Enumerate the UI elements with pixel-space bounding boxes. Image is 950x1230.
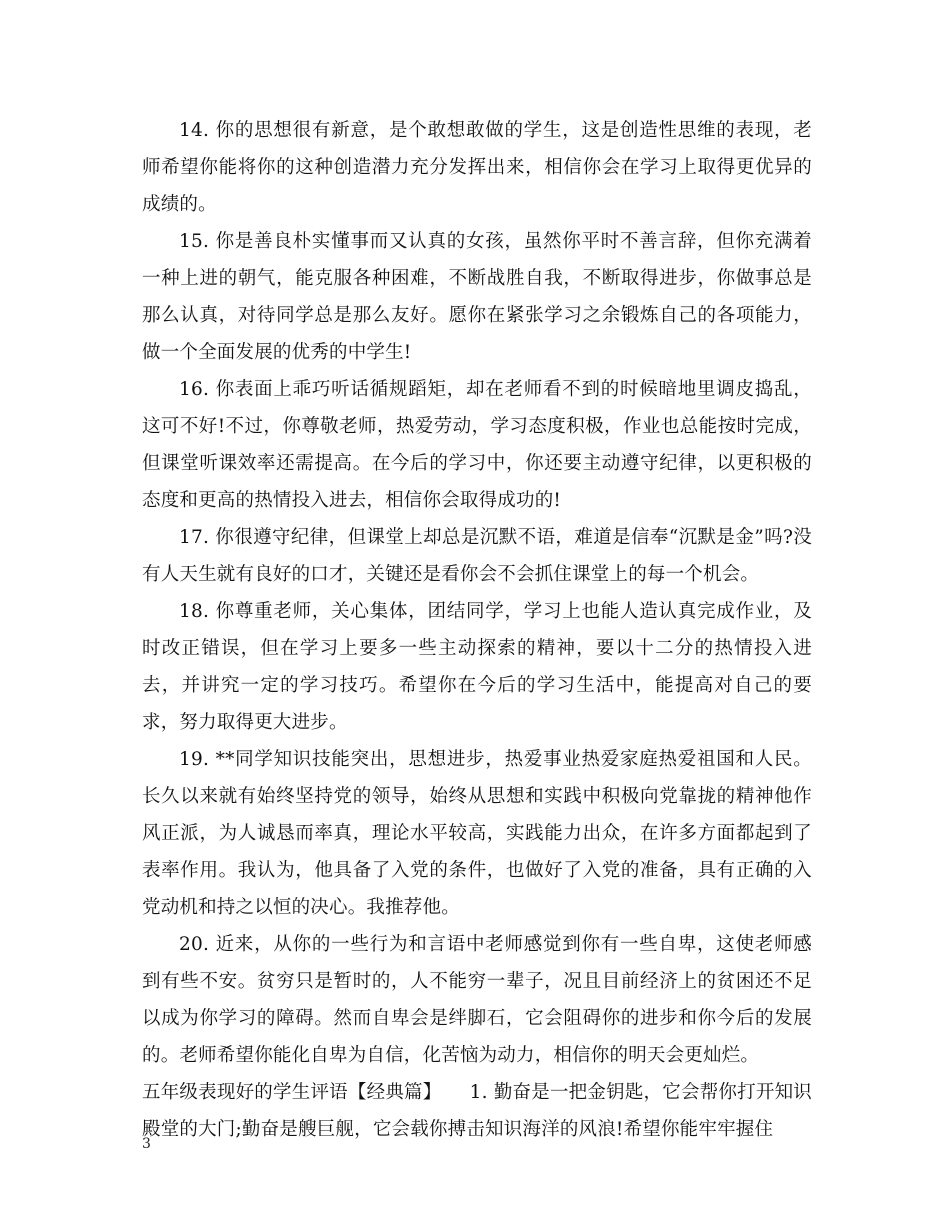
- comment-paragraph-19: 19. **同学知识技能突出，思想进步，热爱事业热爱家庭热爱祖国和人民。长久以来就有始终坚持党的领导，始终从思想和实践中积极向党靠拢的精神他作风正派，为人诚恳而率真，理论水平较高，实践能力出众，在许多方面都起到了表率作用。我认为，他具备了入党的条件，也做好了入党的准备，具有正确的入党动机和持之以恒的决心。我推荐他。: [142, 749, 812, 918]
- comment-paragraph-20: 20. 近来，从你的一些行为和言语中老师感觉到你有一些自卑，这使老师感到有些不安。贫穷只是暂时的，人不能穷一辈子，况且目前经济上的贫困还不足以成为你学习的障碍。然而自卑会是绊脚石，它会阻碍你的进步和你今后的发展的。老师希望你能化自卑为自信，化苦恼为动力，相信你的明天会更灿烂。: [142, 934, 812, 1066]
- page-number: 3: [142, 1136, 151, 1152]
- comment-paragraph-17: 17. 你很遵守纪律，但课堂上却总是沉默不语，难道是信奉“沉默是金”吗?没有人天生就有良好的口才，关键还是看你会不会抓住课堂上的每一个机会。: [142, 527, 812, 585]
- section-heading-and-comment-1: 五年级表现好的学生评语【经典篇】 1. 勤奋是一把金钥匙，它会帮你打开知识殿堂的大门;勤奋是艘巨舰，它会载你搏击知识海洋的风浪!希望你能牢牢握住: [142, 1082, 812, 1140]
- comment-paragraph-16: 16. 你表面上乖巧听话循规蹈矩，却在老师看不到的时候暗地里调皮捣乱，这可不好!不过，你尊敬老师，热爱劳动，学习态度积极，作业也总能按时完成，但课堂听课效率还需提高。在今后的学习中，你还要主动遵守纪律，以更积极的态度和更高的热情投入进去，相信你会取得成功的!: [142, 379, 812, 511]
- comment-paragraph-18: 18. 你尊重老师，关心集体，团结同学，学习上也能人造认真完成作业，及时改正错误，但在学习上要多一些主动探索的精神，要以十二分的热情投入进去，并讲究一定的学习技巧。希望你在今后的学习生活中，能提高对自己的要求，努力取得更大进步。: [142, 601, 812, 733]
- comment-paragraph-14: 14. 你的思想很有新意，是个敢想敢做的学生，这是创造性思维的表现，老师希望你能将你的这种创造潜力充分发挥出来，相信你会在学习上取得更优异的成绩的。: [142, 120, 812, 215]
- comment-paragraph-15: 15. 你是善良朴实懂事而又认真的女孩，虽然你平时不善言辞，但你充满着一种上进的朝气，能克服各种困难，不断战胜自我，不断取得进步，你做事总是那么认真，对待同学总是那么友好。愿你在紧张学习之余锻炼自己的各项能力，做一个全面发展的优秀的中学生!: [142, 231, 812, 363]
- document-body: [142, 112, 812, 1148]
